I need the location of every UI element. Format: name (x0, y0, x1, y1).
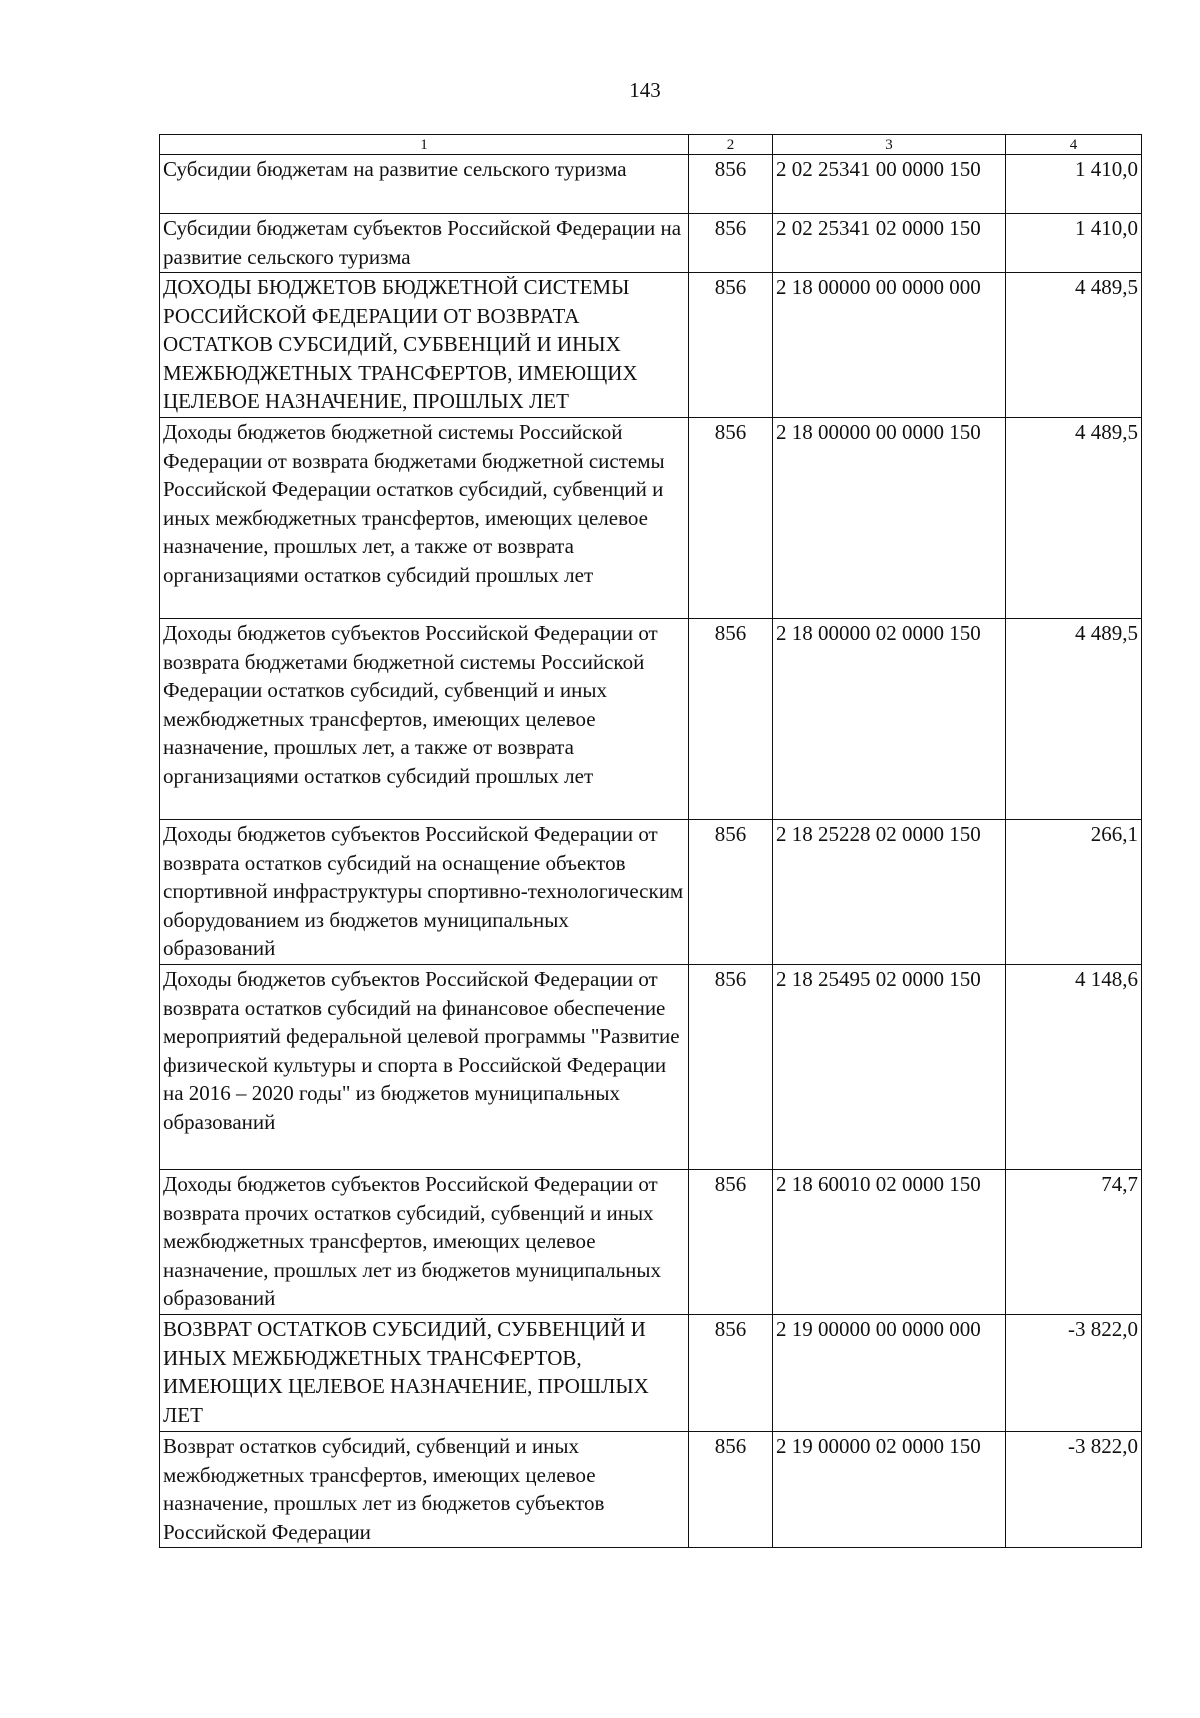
row-admin-code: 856 (689, 619, 773, 820)
row-classification-code: 2 18 60010 02 0000 150 (773, 1170, 1006, 1315)
row-name: Возврат остатков субсидий, субвенций и иных межбюджетных трансфертов, имеющих целевое назначение, прошлых лет из бюджетов субъектов Российской Федерации (160, 1432, 689, 1548)
row-classification-code: 2 18 25495 02 0000 150 (773, 965, 1006, 1170)
row-classification-code: 2 18 00000 00 0000 000 (773, 273, 1006, 418)
row-amount: -3 822,0 (1006, 1315, 1142, 1432)
row-name: Доходы бюджетов субъектов Российской Федерации от возврата прочих остатков субсидий, субвенций и иных межбюджетных трансфертов, имеющих целевое назначение, прошлых лет из бюджетов муниципальных образований (160, 1170, 689, 1315)
table-row (160, 820, 1142, 965)
table-row (160, 1170, 1142, 1315)
row-amount: -3 822,0 (1006, 1432, 1142, 1548)
column-header-3: 3 (773, 135, 1006, 155)
row-amount: 4 489,5 (1006, 273, 1142, 418)
table-row (160, 155, 1142, 214)
row-classification-code: 2 19 00000 02 0000 150 (773, 1432, 1006, 1548)
table-row (160, 1432, 1142, 1548)
row-name: Доходы бюджетов бюджетной системы Российской Федерации от возврата бюджетами бюджетной системы Российской Федерации остатков субсидий, субвенций и иных межбюджетных трансфертов, имеющих целевое назначение, прошлых лет, а также от возврата организациями остатков субсидий прошлых лет (160, 418, 689, 619)
row-admin-code: 856 (689, 1315, 773, 1432)
row-name: Доходы бюджетов субъектов Российской Федерации от возврата остатков субсидий на оснащение объектов спортивной инфраструктуры спортивно-технологическим оборудованием из бюджетов муниципальных образований (160, 820, 689, 965)
row-amount: 74,7 (1006, 1170, 1142, 1315)
row-admin-code: 856 (689, 820, 773, 965)
row-name: Субсидии бюджетам субъектов Российской Федерации на развитие сельского туризма (160, 214, 689, 273)
column-header-1: 1 (160, 135, 689, 155)
row-name: Доходы бюджетов субъектов Российской Федерации от возврата бюджетами бюджетной системы Российской Федерации остатков субсидий, субвенций и иных межбюджетных трансфертов, имеющих целевое назначение, прошлых лет, а также от возврата организациями остатков субсидий прошлых лет (160, 619, 689, 820)
row-classification-code: 2 18 00000 02 0000 150 (773, 619, 1006, 820)
row-classification-code: 2 19 00000 00 0000 000 (773, 1315, 1006, 1432)
row-name: ВОЗВРАТ ОСТАТКОВ СУБСИДИЙ, СУБВЕНЦИЙ И ИНЫХ МЕЖБЮДЖЕТНЫХ ТРАНСФЕРТОВ, ИМЕЮЩИХ ЦЕЛЕВОЕ НАЗНАЧЕНИЕ, ПРОШЛЫХ ЛЕТ (160, 1315, 689, 1432)
row-classification-code: 2 18 25228 02 0000 150 (773, 820, 1006, 965)
row-admin-code: 856 (689, 965, 773, 1170)
row-admin-code: 856 (689, 214, 773, 273)
row-amount: 4 148,6 (1006, 965, 1142, 1170)
table-row (160, 965, 1142, 1170)
row-classification-code: 2 18 00000 00 0000 150 (773, 418, 1006, 619)
table-header-row (160, 135, 1142, 155)
budget-revenue-table (159, 134, 1142, 1548)
table-row (160, 1315, 1142, 1432)
row-admin-code: 856 (689, 155, 773, 214)
table-row (160, 418, 1142, 619)
row-name: Доходы бюджетов субъектов Российской Федерации от возврата остатков субсидий на финансовое обеспечение мероприятий федеральной целевой программы "Развитие физической культуры и спорта в Российской Федерации на 2016 – 2020 годы" из бюджетов муниципальных образований (160, 965, 689, 1170)
page-number: 143 (629, 78, 661, 102)
row-admin-code: 856 (689, 1170, 773, 1315)
row-amount: 4 489,5 (1006, 619, 1142, 820)
table-row (160, 619, 1142, 820)
column-header-4: 4 (1006, 135, 1142, 155)
row-classification-code: 2 02 25341 00 0000 150 (773, 155, 1006, 214)
row-classification-code: 2 02 25341 02 0000 150 (773, 214, 1006, 273)
row-name: ДОХОДЫ БЮДЖЕТОВ БЮДЖЕТНОЙ СИСТЕМЫ РОССИЙСКОЙ ФЕДЕРАЦИИ ОТ ВОЗВРАТА ОСТАТКОВ СУБСИДИЙ, СУБВЕНЦИЙ И ИНЫХ МЕЖБЮДЖЕТНЫХ ТРАНСФЕРТОВ, ИМЕЮЩИХ ЦЕЛЕВОЕ НАЗНАЧЕНИЕ, ПРОШЛЫХ ЛЕТ (160, 273, 689, 418)
row-amount: 266,1 (1006, 820, 1142, 965)
row-amount: 4 489,5 (1006, 418, 1142, 619)
row-admin-code: 856 (689, 1432, 773, 1548)
row-admin-code: 856 (689, 418, 773, 619)
column-header-2: 2 (689, 135, 773, 155)
table-row (160, 273, 1142, 418)
row-amount: 1 410,0 (1006, 155, 1142, 214)
row-amount: 1 410,0 (1006, 214, 1142, 273)
row-name: Субсидии бюджетам на развитие сельского туризма (160, 155, 689, 214)
table-row (160, 214, 1142, 273)
row-admin-code: 856 (689, 273, 773, 418)
